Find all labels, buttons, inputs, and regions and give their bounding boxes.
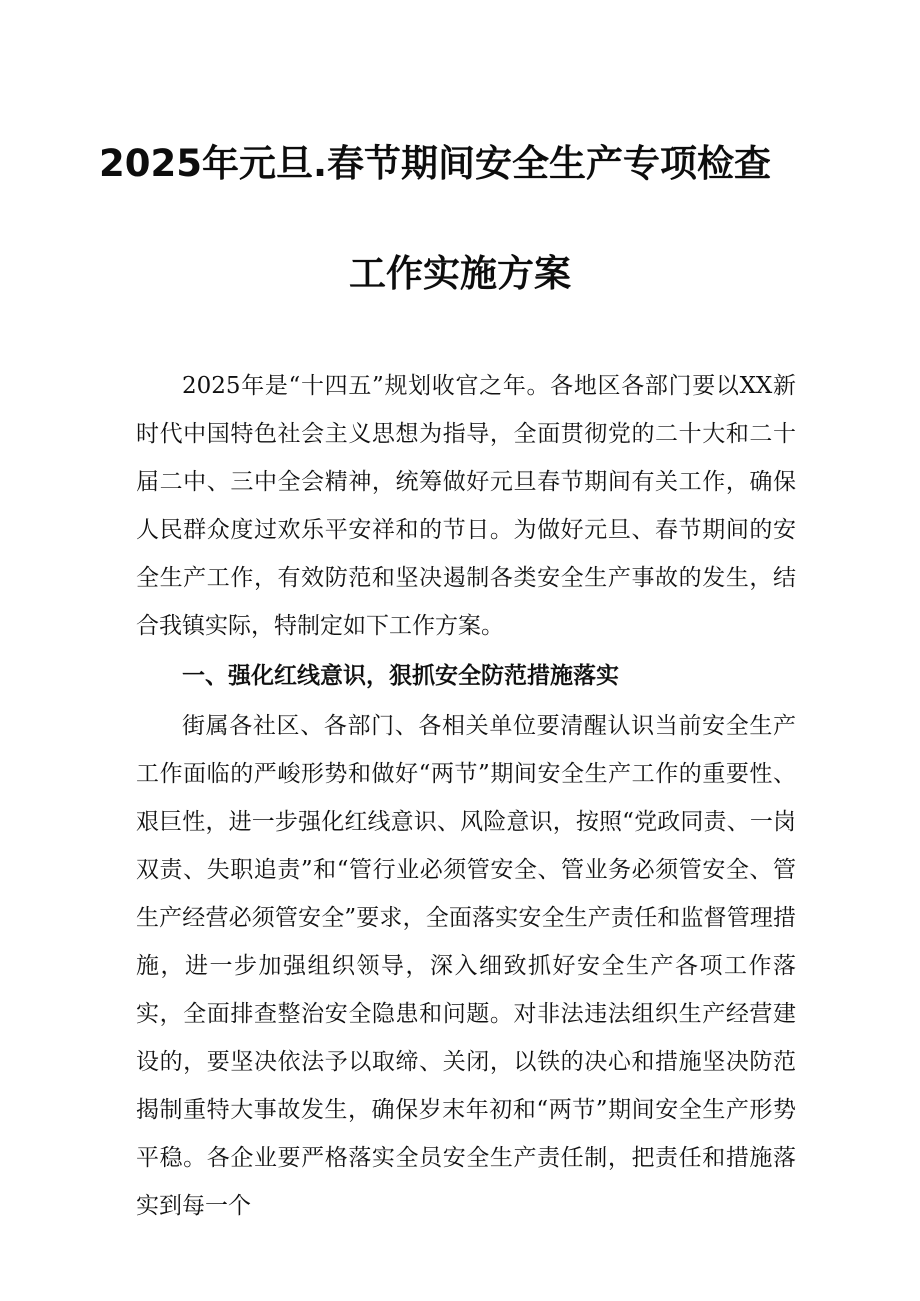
section-1-heading: 一、强化红线意识，狠抓安全防范措施落实: [182, 663, 619, 689]
section-1-paragraph: 街属各社区、各部门、各相关单位要清醒认识当前安全生产工作面临的严峻形势和做好“两节”期间安全生产工作的重要性、艰巨性，进一步强化红线意识、风险意识，按照“党政同责、一岗双责、失职追责”和“管行业必须管安全、管业务必须管安全、管生产经营必须管安全”要求，全面落实安全生产责任和监督管理措施，进一步加强组织领导，深入细致抓好安全生产各项工作落实，全面排查整治安全隐患和问题。对非法违法组织生产经营建设的，要坚决依法予以取缔、关闭，以铁的决心和措施坚决防范揭制重特大事故发生，确保岁末年初和“两节”期间安全生产形势平稳。各企业要严格落实全员安全生产责任制，把责任和措施落实到每一个: [136, 713, 796, 1219]
document-title-line-1: 2025年元旦.春节期间安全生产专项检查: [98, 142, 772, 185]
intro-paragraph: 2025年是“十四五”规划收官之年。各地区各部门要以XX新时代中国特色社会主义思想为指导，全面贯彻党的二十大和二十届二中、三中全会精神，统筹做好元旦春节期间有关工作，确保人民群众度过欢乐平安祥和的节日。为做好元旦、春节期间的安全生产工作，有效防范和坚决遏制各类安全生产事故的发生，结合我镇实际，特制定如下工作方案。: [136, 373, 796, 639]
document-title-line-2: 工作实施方案: [349, 252, 571, 295]
